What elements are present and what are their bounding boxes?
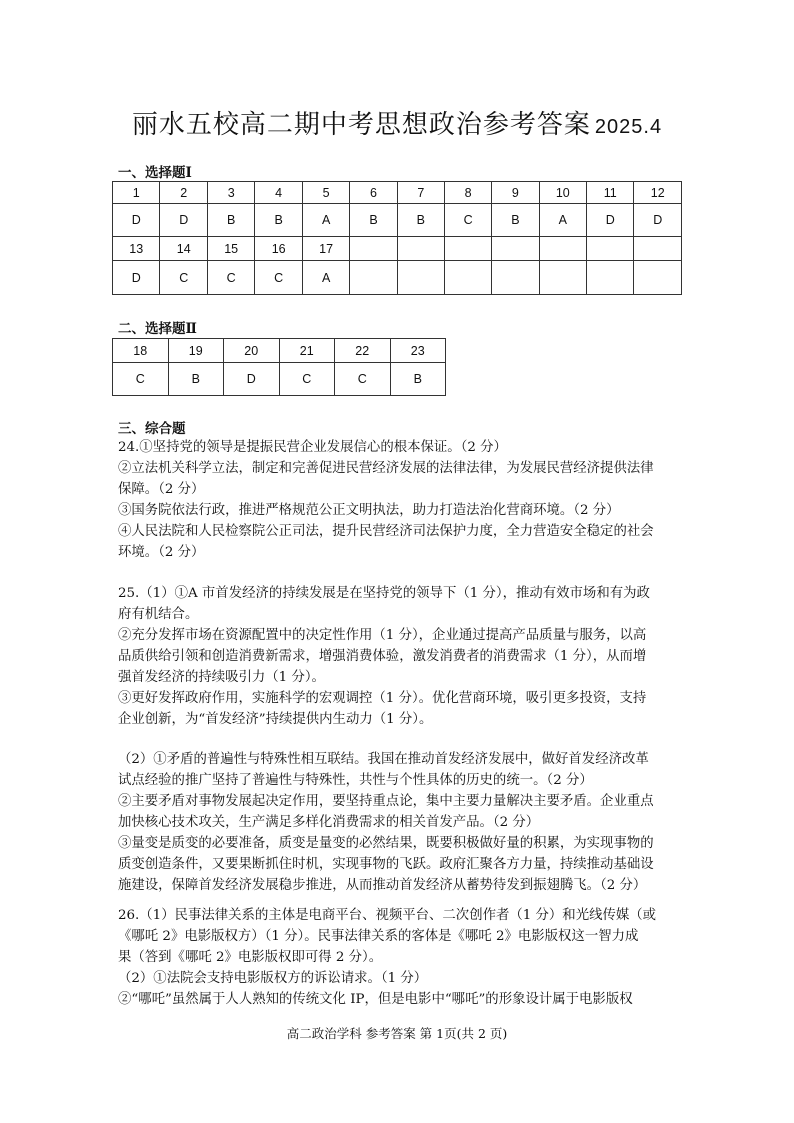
- question-number-cell: [539, 237, 586, 261]
- answer-cell: C: [113, 363, 169, 396]
- answer-cell: [350, 261, 397, 295]
- question-number-cell: 23: [390, 339, 446, 363]
- answer-line: 26.（1）民事法律关系的主体是电商平台、视频平台、二次创作者（1 分）和光线传媒（或: [118, 908, 657, 923]
- answer-cell: A: [539, 204, 586, 237]
- table-row: [113, 261, 682, 295]
- question-25-part1-answer: [118, 583, 683, 730]
- question-26-answer: [118, 905, 683, 1010]
- answer-cell: [634, 261, 682, 295]
- question-number-cell: 13: [113, 237, 160, 261]
- question-number-cell: 6: [350, 182, 397, 204]
- answer-cell: B: [390, 363, 446, 396]
- question-number-cell: 14: [160, 237, 207, 261]
- question-number-cell: [634, 237, 682, 261]
- answer-cell: C: [207, 261, 254, 295]
- question-number-cell: [350, 237, 397, 261]
- table-row: [113, 182, 682, 204]
- question-number-cell: 19: [168, 339, 224, 363]
- question-25-part2-answer: [118, 749, 683, 896]
- section2-heading: 二、选择题Ⅱ: [118, 321, 197, 337]
- question-number-cell: 15: [207, 237, 254, 261]
- table-row: [113, 339, 446, 363]
- answer-cell: C: [335, 363, 391, 396]
- answer-line: ②主要矛盾对事物发展起决定作用，要坚持重点论，集中主要力量解决主要矛盾。企业重点: [118, 794, 654, 809]
- question-number-cell: 21: [279, 339, 335, 363]
- question-number-cell: 4: [255, 182, 302, 204]
- answer-line: 企业创新，为“首发经济”持续提供内生动力（1 分）。: [118, 712, 433, 727]
- answer-cell: D: [160, 204, 207, 237]
- page-footer: 高二政治学科 参考答案 第 1页(共 2 页): [286, 1026, 508, 1041]
- question-number-cell: 11: [587, 182, 634, 204]
- answer-cell: A: [302, 261, 349, 295]
- answer-table-1: [112, 181, 682, 295]
- answer-line: 试点经验的推广坚持了普遍性与特殊性，共性与个性具体的历史的统一。（2 分）: [118, 773, 593, 788]
- answer-line: ③更好发挥政府作用，实施科学的宏观调控（1 分）。优化营商环境，吸引更多投资，支持: [118, 691, 647, 706]
- table-row: [113, 204, 682, 237]
- answer-table-2: [112, 338, 446, 396]
- answer-cell: D: [587, 204, 634, 237]
- answer-cell: C: [279, 363, 335, 396]
- answer-cell: C: [160, 261, 207, 295]
- answer-cell: [539, 261, 586, 295]
- answer-line: 保障。（2 分）: [118, 482, 205, 497]
- answer-line: 品质供给引领和创造消费新需求，增强消费体验，激发消费者的消费需求（1 分），从而增: [118, 649, 647, 664]
- answer-line: 府有机结合。: [118, 607, 199, 622]
- answer-cell: D: [634, 204, 682, 237]
- answer-cell: [587, 261, 634, 295]
- answer-line: 25.（1）①A 市首发经济的持续发展是在坚持党的领导下（1 分），推动有效市场和有为政: [118, 586, 650, 601]
- answer-cell: C: [444, 204, 491, 237]
- answer-line: 《哪吒 2》电影版权方）（1 分）。民事法律关系的客体是《哪吒 2》电影版权这一智力成: [118, 929, 639, 944]
- answer-cell: D: [113, 261, 160, 295]
- answer-cell: A: [302, 204, 349, 237]
- answer-line: 强首发经济的持续吸引力（1 分）。: [118, 670, 325, 685]
- title-year: 2025.4: [594, 116, 663, 138]
- answer-cell: D: [224, 363, 280, 396]
- question-number-cell: 12: [634, 182, 682, 204]
- answer-cell: B: [492, 204, 539, 237]
- question-number-cell: 20: [224, 339, 280, 363]
- answer-cell: [492, 261, 539, 295]
- question-number-cell: 3: [207, 182, 254, 204]
- answer-line: 施建设，保障首发经济发展稳步推进，从而推动首发经济从蓄势待发到振翅腾飞。（2 分）: [118, 878, 647, 893]
- question-number-cell: 10: [539, 182, 586, 204]
- answer-line: 果（答到《哪吒 2》电影版权即可得 2 分）。: [118, 950, 383, 965]
- answer-cell: C: [255, 261, 302, 295]
- question-number-cell: 8: [444, 182, 491, 204]
- question-number-cell: 16: [255, 237, 302, 261]
- question-number-cell: 5: [302, 182, 349, 204]
- section3-heading: 三、综合题: [118, 421, 186, 437]
- answer-line: ②“哪吒”虽然属于人人熟知的传统文化 IP，但是电影中“哪吒”的形象设计属于电影版权: [118, 992, 633, 1007]
- question-number-cell: 17: [302, 237, 349, 261]
- answer-cell: B: [207, 204, 254, 237]
- question-number-cell: [492, 237, 539, 261]
- question-number-cell: 1: [113, 182, 160, 204]
- table-row: [113, 363, 446, 396]
- table-row: [113, 237, 682, 261]
- question-24-answer: [118, 437, 683, 563]
- answer-line: （2）①矛盾的普遍性与特殊性相互联结。我国在推动首发经济发展中，做好首发经济改革: [118, 752, 649, 767]
- answer-line: 质变创造条件，又要果断抓住时机，实现事物的飞跃。政府汇聚各方力量，持续推动基础设: [118, 857, 654, 872]
- answer-line: ③国务院依法行政，推进严格规范公正文明执法，助力打造法治化营商环境。（2 分）: [118, 503, 620, 518]
- title-text: 丽水五校高二期中考思想政治参考答案: [131, 110, 591, 140]
- answer-cell: D: [113, 204, 160, 237]
- question-number-cell: [444, 237, 491, 261]
- answer-cell: B: [350, 204, 397, 237]
- answer-line: ②充分发挥市场在资源配置中的决定性作用（1 分），企业通过提高产品质量与服务，以高: [118, 628, 647, 643]
- answer-cell: [397, 261, 444, 295]
- answer-line: 24.①坚持党的领导是提振民营企业发展信心的根本保证。（2 分）: [118, 440, 507, 455]
- answer-line: 加快核心技术攻关，生产满足多样化消费需求的相关首发产品。（2 分）: [118, 815, 540, 830]
- answer-line: ②立法机关科学立法，制定和完善促进民营经济发展的法律法律，为发展民营经济提供法律: [118, 461, 654, 476]
- question-number-cell: 2: [160, 182, 207, 204]
- answer-line: ④人民法院和人民检察院公正司法，提升民营经济司法保护力度，全力营造安全稳定的社会: [118, 524, 654, 539]
- section1-heading: 一、选择题Ⅰ: [118, 165, 192, 181]
- question-number-cell: 22: [335, 339, 391, 363]
- question-number-cell: [587, 237, 634, 261]
- answer-line: 环境。（2 分）: [118, 545, 205, 560]
- answer-cell: [444, 261, 491, 295]
- question-number-cell: 18: [113, 339, 169, 363]
- question-number-cell: 9: [492, 182, 539, 204]
- answer-line: （2）①法院会支持电影版权方的诉讼请求。（1 分）: [118, 971, 428, 986]
- question-number-cell: 7: [397, 182, 444, 204]
- answer-cell: B: [255, 204, 302, 237]
- answer-cell: B: [397, 204, 444, 237]
- question-number-cell: [397, 237, 444, 261]
- answer-cell: B: [168, 363, 224, 396]
- answer-line: ③量变是质变的必要准备，质变是量变的必然结果，既要积极做好量的积累，为实现事物的: [118, 836, 654, 851]
- page-title: [0, 104, 794, 141]
